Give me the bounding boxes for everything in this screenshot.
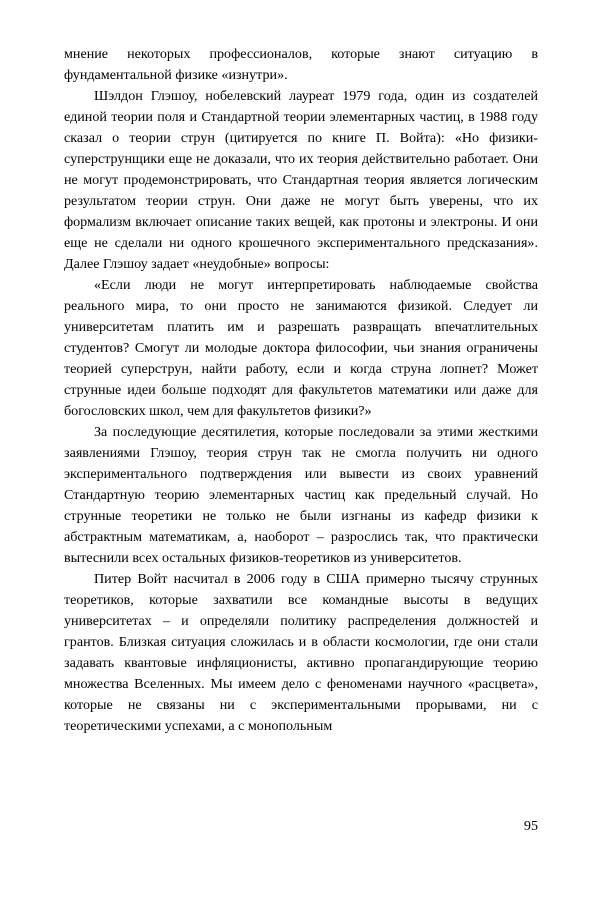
paragraph: Шэлдон Глэшоу, нобелевский лауреат 1979 года, один из создателей единой теории поля и Стандартной теории элементарных частиц, в 1988 году сказал о теории струн (цитируется по книге П. Войта): «Но физики-суперструнщики еще не доказали, что их теория действительно работает. Они не могут продемонстрировать, что Стандартная теория является логическим результатом теории струн. Они даже не могут быть уверены, что их формализм включает описание таких вещей, как протоны и электроны. И они еще не сделали ни одного крошечного экспериментального предсказания». Далее Глэшоу задает «неудобные» вопросы: xyxy=(64,88,538,272)
page-number: 95 xyxy=(523,818,538,834)
paragraph: «Если люди не могут интерпретировать наблюдаемые свойства реального мира, то они просто не занимаются физикой. Следует ли университетам платить им и разрешать развращать впечатлительных студентов? Смогут ли молодые доктора философии, чьи знания ограничены теорией суперструн, найти работу, если и когда струна лопнет? Может струнные идеи больше подходят для факультетов математики или даже для богословских школ, чем для факультетов физики?» xyxy=(64,277,538,419)
paragraph: За последующие десятилетия, которые последовали за этими жесткими заявлениями Глэшоу, теория струн так не смогла получить ни одного экспериментального подтверждения или вывести из своих уравнений Стандартную теорию элементарных частиц как предельный случай. Но струнные теоретики не только не были изгнаны из кафедр физики к абстрактным математикам, а, наоборот – разрослись так, что практически вытеснили всех остальных физиков-теоретиков из университетов. xyxy=(64,424,538,566)
page-body xyxy=(64,44,538,737)
paragraph: Питер Войт насчитал в 2006 году в США примерно тысячу струнных теоретиков, которые захватили все командные высоты в ведущих университетах – и определяли политику распределения должностей и грантов. Близкая ситуация сложилась и в области космологии, где они стали задавать квантовые инфляционисты, активно пропагандирующие теорию множества Вселенных. Мы имеем дело с феноменами научного «расцвета», которые не связаны ни с экспериментальными прорывами, ни с теоретическими успехами, а с монопольным xyxy=(64,571,538,734)
paragraph: мнение некоторых профессионалов, которые знают ситуацию в фундаментальной физике «изнутри». xyxy=(64,46,538,83)
